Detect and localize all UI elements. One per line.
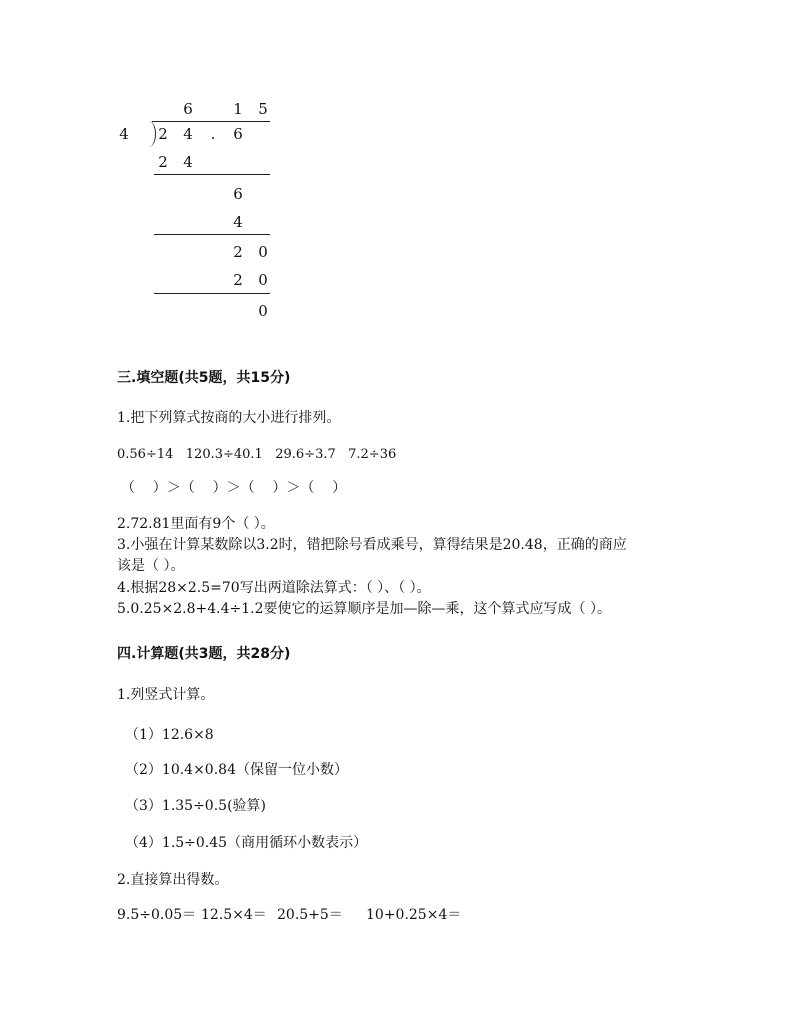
step-digit: 0 <box>258 271 268 289</box>
mental-math-expression: 12.5×4＝ <box>201 907 267 923</box>
dividend-digit: . <box>210 125 216 143</box>
step-digit: 0 <box>258 243 268 261</box>
question-text: 1.把下列算式按商的大小进行排列。 <box>117 410 341 426</box>
step-digit: 6 <box>233 185 243 203</box>
dividend-digit: 6 <box>233 125 243 143</box>
calc-item: （4）1.5÷0.45（商用循环小数表示） <box>125 835 368 851</box>
mental-math-expression: 10+0.25×4＝ <box>366 907 462 923</box>
division-top-line <box>152 121 270 122</box>
answer-order-blanks: （ ）＞（ ）＞（ ）＞（ ） <box>121 480 347 496</box>
division-bracket <box>146 121 156 147</box>
step-digit: 4 <box>233 213 243 231</box>
mental-math-expression: 20.5+5＝ <box>277 907 343 923</box>
divisor: 4 <box>119 125 129 143</box>
section-title-calculation: 四.计算题(共3题，共28分) <box>117 646 291 662</box>
dividend-digit: 2 <box>158 125 168 143</box>
question-text: 2.直接算出得数。 <box>117 872 229 888</box>
question-text: 5.0.25×2.8+4.4÷1.2要使它的运算顺序是加—除—乘，这个算式应写成（ ）。 <box>117 601 611 617</box>
step-digit: 4 <box>183 153 193 171</box>
question-text: 4.根据28×2.5=70写出两道除法算式：（ ）、（ ）。 <box>117 580 431 596</box>
dividend-digit: 4 <box>183 125 193 143</box>
quotient-digit: 5 <box>258 100 268 118</box>
question-text: 该是（ ）。 <box>117 558 185 574</box>
calc-item: （2）10.4×0.84（保留一位小数） <box>125 762 348 778</box>
quotient-digit: 1 <box>233 100 243 118</box>
question-expression: 0.56÷14 120.3÷40.1 29.6÷3.7 7.2÷36 <box>117 447 397 462</box>
quotient-digit: 6 <box>183 100 193 118</box>
division-step-line <box>154 293 270 294</box>
section-title-fill-in: 三.填空题(共5题，共15分) <box>117 370 291 386</box>
question-text: 1.列竖式计算。 <box>117 687 215 703</box>
step-digit: 2 <box>233 243 243 261</box>
step-digit: 2 <box>158 153 168 171</box>
division-step-line <box>154 174 270 175</box>
calc-item: （1）12.6×8 <box>125 727 214 743</box>
remainder-digit: 0 <box>258 302 268 320</box>
step-digit: 2 <box>233 271 243 289</box>
calc-item: （3）1.35÷0.5(验算) <box>125 798 266 814</box>
mental-math-expression: 9.5÷0.05＝ <box>117 907 197 923</box>
question-text: 2.72.81里面有9个（ ）。 <box>117 516 275 532</box>
question-text: 3.小强在计算某数除以3.2时，错把除号看成乘号，算得结果是20.48，正确的商应 <box>117 537 627 553</box>
division-step-line <box>154 234 270 235</box>
